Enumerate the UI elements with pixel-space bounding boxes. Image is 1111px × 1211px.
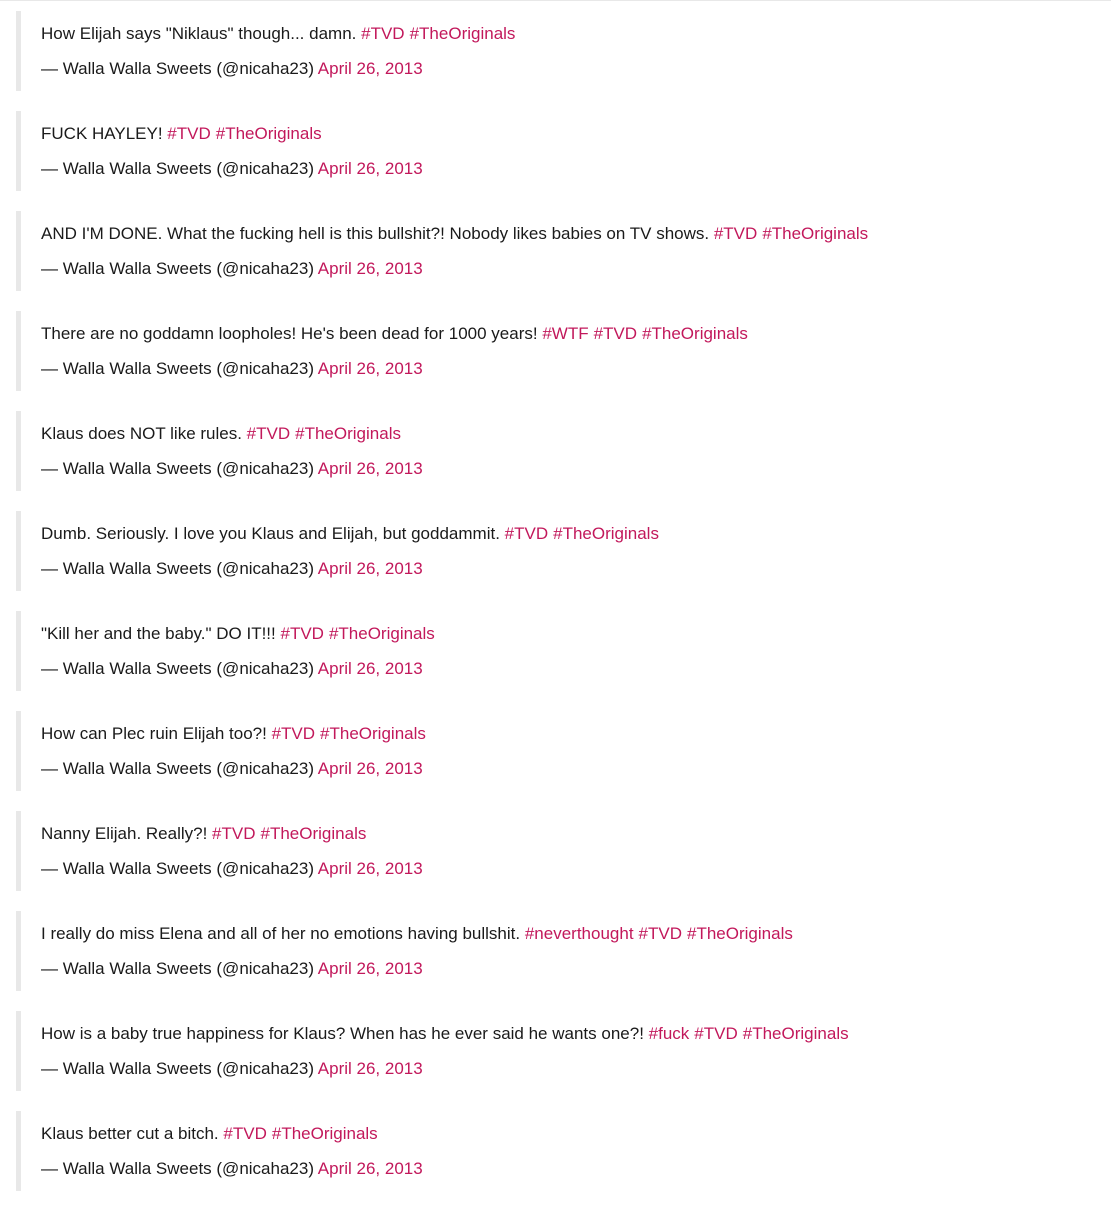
tweet-date-link[interactable]: April 26, 2013 (317, 859, 423, 878)
hashtag-link[interactable]: #fuck (648, 1024, 690, 1043)
tweet-author: — Walla Walla Sweets (@nicaha23) (41, 59, 314, 78)
hashtag-link[interactable]: #TheOriginals (409, 24, 516, 43)
tweet-author: — Walla Walla Sweets (@nicaha23) (41, 459, 314, 478)
tweet-body: FUCK HAYLEY! (41, 124, 163, 143)
hashtag-link[interactable]: #TVD (212, 824, 256, 843)
tweet-date-link[interactable]: April 26, 2013 (317, 59, 423, 78)
tweet-hashtags (649, 1024, 849, 1043)
tweet-author: — Walla Walla Sweets (@nicaha23) (41, 1159, 314, 1178)
tweet-text (41, 523, 659, 545)
tweet-body: Klaus better cut a bitch. (41, 1124, 219, 1143)
hashtag-link[interactable]: #TheOriginals (215, 124, 322, 143)
hashtag-link[interactable]: #TVD (593, 324, 638, 343)
hashtag-link[interactable]: #TVD (638, 924, 683, 943)
tweet-hashtags (272, 724, 426, 743)
embedded-tweet (16, 1111, 1096, 1191)
hashtag-link[interactable]: #TVD (223, 1124, 267, 1143)
tweet-author: — Walla Walla Sweets (@nicaha23) (41, 759, 314, 778)
tweet-author: — Walla Walla Sweets (@nicaha23) (41, 859, 314, 878)
tweet-byline (41, 958, 423, 980)
hashtag-link[interactable]: #TheOriginals (260, 824, 367, 843)
embedded-tweet (16, 11, 1096, 91)
tweet-byline (41, 58, 423, 80)
tweet-body: How is a baby true happiness for Klaus? When has he ever said he wants one?! (41, 1024, 644, 1043)
hashtag-link[interactable]: #TVD (280, 624, 324, 643)
tweet-hashtags (361, 24, 515, 43)
hashtag-link[interactable]: #TheOriginals (687, 924, 793, 943)
tweet-author: — Walla Walla Sweets (@nicaha23) (41, 959, 314, 978)
tweet-hashtags (542, 324, 748, 343)
tweet-date-link[interactable]: April 26, 2013 (317, 259, 423, 278)
tweet-hashtags (212, 824, 366, 843)
tweet-text (41, 223, 868, 245)
tweet-date-link[interactable]: April 26, 2013 (317, 759, 423, 778)
tweet-body: There are no goddamn loopholes! He's been dead for 1000 years! (41, 324, 538, 343)
tweet-byline (41, 358, 423, 380)
tweet-text (41, 723, 426, 745)
embedded-tweet (16, 711, 1096, 791)
tweet-byline (41, 258, 423, 280)
embedded-tweet (16, 1011, 1096, 1091)
hashtag-link[interactable]: #TVD (167, 124, 211, 143)
tweet-text (41, 823, 366, 845)
tweet-author: — Walla Walla Sweets (@nicaha23) (41, 659, 314, 678)
hashtag-link[interactable]: #TVD (713, 224, 758, 243)
tweet-body: How Elijah says "Niklaus" though... damn. (41, 24, 357, 43)
tweet-byline (41, 558, 423, 580)
hashtag-link[interactable]: #TheOriginals (320, 724, 426, 743)
embedded-tweet (16, 511, 1096, 591)
hashtag-link[interactable]: #TheOriginals (742, 1024, 849, 1043)
embedded-tweet (16, 111, 1096, 191)
tweet-date-link[interactable]: April 26, 2013 (317, 1059, 423, 1078)
tweet-body: "Kill her and the baby." DO IT!!! (41, 624, 276, 643)
tweet-hashtags (525, 924, 793, 943)
tweet-text (41, 1123, 378, 1145)
tweet-byline (41, 1058, 423, 1080)
tweet-date-link[interactable]: April 26, 2013 (317, 959, 423, 978)
tweet-byline (41, 158, 423, 180)
tweet-body: Dumb. Seriously. I love you Klaus and Elijah, but goddammit. (41, 524, 500, 543)
embedded-tweet-list (16, 11, 1096, 1211)
hashtag-link[interactable]: #TheOriginals (271, 1124, 378, 1143)
tweet-hashtags (505, 524, 659, 543)
tweet-byline (41, 1158, 423, 1180)
tweet-hashtags (167, 124, 321, 143)
tweet-text (41, 423, 401, 445)
tweet-hashtags (280, 624, 434, 643)
tweet-text (41, 323, 748, 345)
embedded-tweet (16, 411, 1096, 491)
tweet-text (41, 23, 515, 45)
tweet-body: How can Plec ruin Elijah too?! (41, 724, 267, 743)
hashtag-link[interactable]: #TVD (246, 424, 291, 443)
tweet-text (41, 1023, 849, 1045)
tweet-text (41, 623, 435, 645)
tweet-byline (41, 658, 423, 680)
tweet-body: Klaus does NOT like rules. (41, 424, 242, 443)
hashtag-link[interactable]: #TheOriginals (553, 524, 659, 543)
tweet-author: — Walla Walla Sweets (@nicaha23) (41, 159, 314, 178)
embedded-tweet (16, 811, 1096, 891)
tweet-body: I really do miss Elena and all of her no emotions having bullshit. (41, 924, 521, 943)
hashtag-link[interactable]: #TVD (504, 524, 549, 543)
tweet-author: — Walla Walla Sweets (@nicaha23) (41, 359, 314, 378)
tweet-date-link[interactable]: April 26, 2013 (317, 659, 423, 678)
tweet-byline (41, 858, 423, 880)
hashtag-link[interactable]: #TVD (361, 24, 405, 43)
tweet-author: — Walla Walla Sweets (@nicaha23) (41, 1059, 314, 1078)
hashtag-link[interactable]: #TheOriginals (642, 324, 748, 343)
tweet-date-link[interactable]: April 26, 2013 (317, 359, 423, 378)
tweet-text (41, 123, 322, 145)
tweet-date-link[interactable]: April 26, 2013 (317, 1159, 423, 1178)
tweet-hashtags (714, 224, 868, 243)
tweet-date-link[interactable]: April 26, 2013 (317, 159, 423, 178)
tweet-date-link[interactable]: April 26, 2013 (317, 459, 423, 478)
tweet-byline (41, 458, 423, 480)
tweet-hashtags (247, 424, 401, 443)
hashtag-link[interactable]: #WTF (542, 324, 589, 343)
hashtag-link[interactable]: #TVD (271, 724, 316, 743)
embedded-tweet (16, 911, 1096, 991)
hashtag-link[interactable]: #TheOriginals (762, 224, 869, 243)
hashtag-link[interactable]: #TVD (694, 1024, 738, 1043)
tweet-body: Nanny Elijah. Really?! (41, 824, 208, 843)
hashtag-link[interactable]: #TheOriginals (328, 624, 435, 643)
tweet-text (41, 923, 793, 945)
tweet-author: — Walla Walla Sweets (@nicaha23) (41, 559, 314, 578)
tweet-date-link[interactable]: April 26, 2013 (317, 559, 423, 578)
top-divider (0, 0, 1111, 1)
embedded-tweet (16, 311, 1096, 391)
hashtag-link[interactable]: #TheOriginals (295, 424, 401, 443)
tweet-hashtags (223, 1124, 377, 1143)
tweet-byline (41, 758, 423, 780)
tweet-author: — Walla Walla Sweets (@nicaha23) (41, 259, 314, 278)
hashtag-link[interactable]: #neverthought (524, 924, 634, 943)
embedded-tweet (16, 611, 1096, 691)
embedded-tweet (16, 211, 1096, 291)
tweet-body: AND I'M DONE. What the fucking hell is this bullshit?! Nobody likes babies on TV shows. (41, 224, 710, 243)
